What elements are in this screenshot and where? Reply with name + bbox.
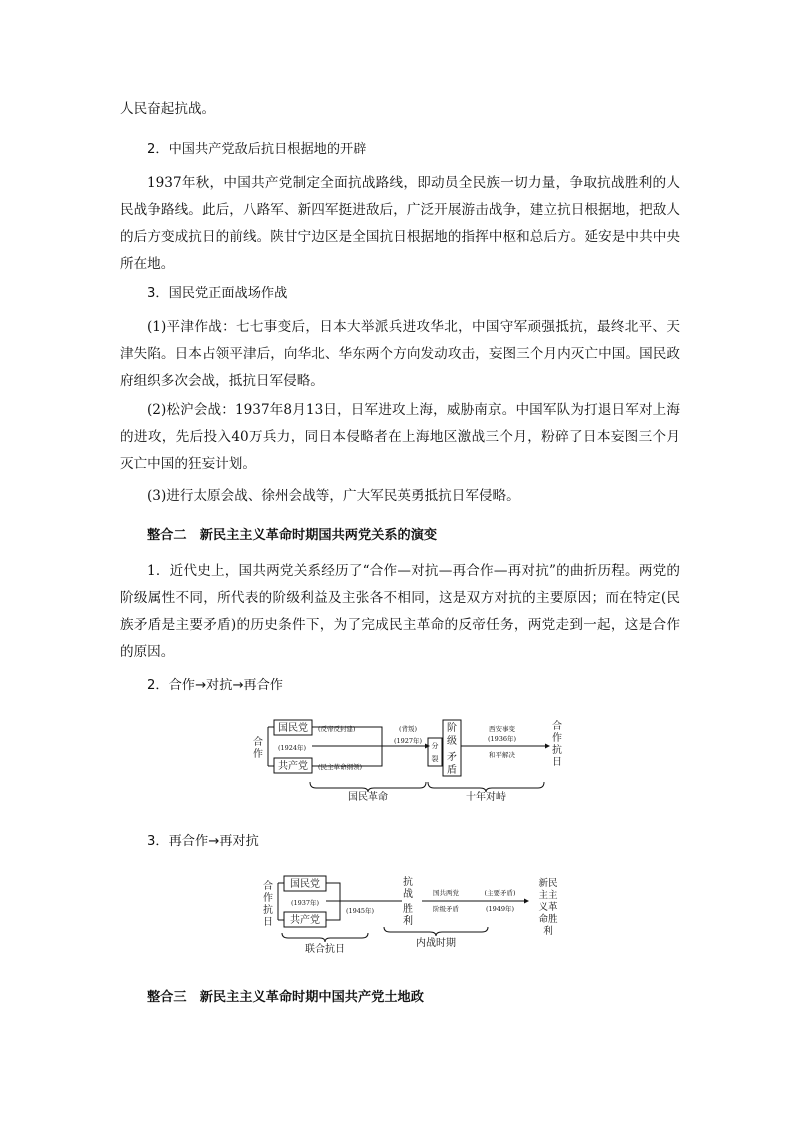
- label2-xm-4: 命胜: [538, 914, 558, 925]
- label-jieji-1: 阶: [447, 723, 457, 734]
- label2-year-1949: (1949年): [485, 905, 515, 913]
- section-title-integration-two: 整合二 新民主主义革命时期国共两党关系的演变: [147, 528, 438, 543]
- label2-kz-3: 胜: [403, 904, 413, 915]
- label2-ccp: 共产党: [290, 915, 320, 926]
- label-hzkr-1: 合: [552, 721, 562, 732]
- label-year-1924: (1924年): [277, 744, 307, 752]
- label2-hzkr-3: 抗: [263, 905, 273, 916]
- label-national-revolution: 国民革命: [348, 792, 388, 802]
- paragraph-relations: 1．近代史上，国共两党关系经历了“合作—对抗—再合作—再对抗”的曲折历程。两党的阶级属性不同，所代表的阶级利益及主张各不相同，这是双方对抗的主要原因；而在特定(民族矛盾是主要矛盾)的历史条件下，为了完成民主革命的反帝任务，两党走到一起，这是合作的原因。: [120, 563, 680, 660]
- label-kmt-note: (反帝反封建): [318, 725, 356, 733]
- label-year-1936: (1936年): [487, 735, 517, 743]
- label2-hzkr-2: 作: [263, 893, 273, 904]
- section-heading-base-areas: 2．中国共产党敌后抗日根据地的开辟: [147, 142, 367, 157]
- label-jieji-3: 矛: [447, 752, 457, 763]
- label2-xm-3: 义革: [538, 902, 558, 913]
- label-ccp-note: (民主革命纲领): [318, 763, 363, 771]
- paragraph-intro-end: 人民奋起抗战。: [120, 101, 216, 117]
- section-heading-cooperation-confrontation: 2．合作→对抗→再合作: [147, 678, 283, 693]
- diagram-recooperation-reconfrontation: [262, 872, 570, 958]
- label-hzkr-3: 抗: [552, 745, 562, 756]
- label-fenlie-1: 分: [431, 742, 439, 750]
- label-year-1927: (1927年): [393, 737, 423, 745]
- label-jieji-4: 盾: [447, 765, 457, 776]
- label2-main-contradiction: (主要矛盾): [484, 889, 516, 897]
- diagram-cooperation-confrontation: [250, 716, 580, 802]
- label2-hzkr-1: 合: [263, 881, 273, 892]
- label-hezuo-1: 合: [253, 737, 263, 748]
- section-heading-recooperation: 3．再合作→再对抗: [147, 834, 259, 849]
- label-ccp: 共产党: [278, 761, 308, 772]
- label2-kmt: 国民党: [290, 879, 320, 890]
- paragraph-songhu: (2)松沪会战：1937年8月13日，日军进攻上海，威胁南京。中国军队为打退日军对上海的进攻，先后投入40万兵力，同日本侵略者在上海地区激战三个月，粉碎了日本妄图三个月灭亡中国的狂妄计划。: [120, 402, 680, 472]
- label2-kz-4: 利: [403, 916, 413, 927]
- label2-united-resistance: 联合抗日: [305, 944, 345, 955]
- label-hzkr-2: 作: [552, 733, 562, 744]
- label-fenlie-2: 裂: [431, 755, 439, 763]
- label2-civil-war-period: 内战时期: [416, 938, 456, 949]
- label2-xm-2: 主主: [538, 890, 558, 901]
- label2-kz-1: 抗: [403, 877, 413, 888]
- paragraph-taiyuan-xuzhou: (3)进行太原会战、徐州会战等，广大军民英勇抵抗日军侵略。: [147, 488, 520, 504]
- label2-xm-1: 新民: [538, 878, 558, 889]
- label2-xm-5: 利: [543, 926, 553, 937]
- section-heading-front-battlefield: 3．国民党正面战场作战: [147, 286, 288, 301]
- label-xian-incident: 西安事变: [489, 725, 515, 733]
- label-jieji-2: 级: [447, 736, 457, 747]
- label2-year-1945: (1945年): [345, 907, 375, 915]
- label2-kz-2: 战: [403, 889, 413, 900]
- label-peaceful-settlement: 和平解决: [489, 751, 515, 759]
- label2-class-contradiction: 阶级矛盾: [433, 905, 459, 913]
- paragraph-pingjin: (1)平津作战：七七事变后，日本大举派兵进攻华北，中国守军顽强抵抗，最终北平、天津失陷。日本占领平津后，向华北、华东两个方向发动攻击，妄图三个月内灭亡中国。国民政府组织多次会战，抵抗日军侵略。: [120, 319, 680, 389]
- paragraph-base-areas: 1937年秋，中国共产党制定全面抗战路线，即动员全民族一切力量，争取抗战胜利的人民战争路线。此后，八路军、新四军挺进敌后，广泛开展游击战争，建立抗日根据地，把敌人的后方变成抗日的前线。陕甘宁边区是全国抗日根据地的指挥中枢和总后方。延安是中共中央所在地。: [120, 175, 680, 272]
- label2-guogong: 国共两党: [433, 889, 459, 897]
- label-hzkr-4: 日: [552, 757, 562, 768]
- label-hezuo-2: 作: [253, 749, 263, 760]
- label2-hzkr-4: 日: [263, 917, 273, 928]
- label2-year-1937: (1937年): [290, 899, 320, 907]
- label-ten-year-confrontation: 十年对峙: [466, 792, 506, 802]
- section-title-integration-three: 整合三 新民主主义革命时期中国共产党土地政: [147, 990, 424, 1005]
- label-kmt: 国民党: [278, 723, 308, 734]
- label-beipan: (背叛): [398, 725, 418, 733]
